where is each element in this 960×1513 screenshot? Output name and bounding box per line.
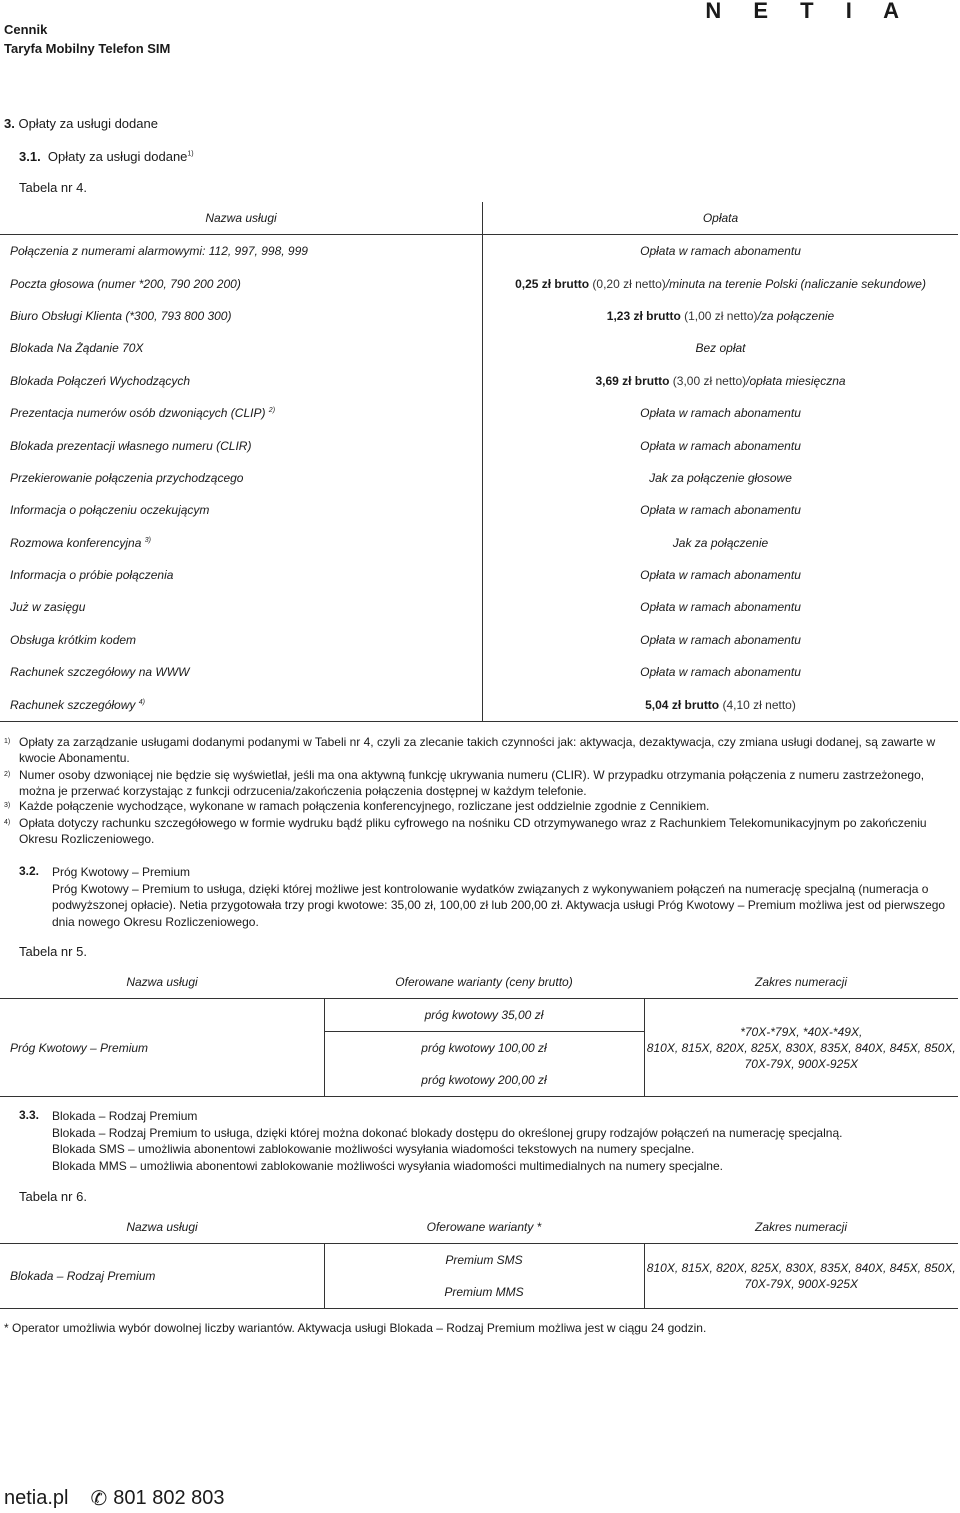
section-3-3-block: [52, 1108, 952, 1174]
service-name-cell: [0, 527, 483, 559]
fee-gross: 1,23 zł brutto: [606, 308, 681, 323]
service-fee-cell: [483, 300, 959, 332]
table-row: [0, 688, 958, 721]
table-5-header-row: [0, 966, 958, 999]
service-footnote-ref: 3): [144, 536, 151, 544]
fee-unit: /za połączenie: [757, 308, 835, 323]
table-6-service: Blokada – Rodzaj Premium: [0, 1244, 324, 1309]
fee-text: Opłata w ramach abonamentu: [640, 438, 801, 453]
service-name-cell: [0, 300, 483, 332]
table-6-header-variants: Oferowane warianty *: [324, 1211, 644, 1244]
footnote-2: [4, 767, 939, 799]
service-name-cell: [0, 267, 483, 299]
table-6-caption: Tabela nr 6.: [19, 1189, 87, 1204]
service-name: Rachunek szczegółowy na WWW: [10, 665, 190, 680]
table-row: [0, 235, 958, 268]
table-5-range-line-3: 70X-79X, 900X-925X: [744, 1056, 858, 1071]
section-3-2-block: [52, 864, 952, 930]
table-6: [0, 1211, 958, 1309]
section-3-2-number: 3.2.: [19, 864, 40, 878]
footnote-1-text: Opłaty za zarządzanie usługami dodanymi podanymi w Tabeli nr 4, czyli za zlecanie takich czynności jak: aktywacja, dezaktywacja, czy zmiana usługi dodanej, są zawarte w kwocie Abonamentu.: [19, 735, 936, 765]
service-name-cell: [0, 332, 483, 364]
fee-unit: /minuta na terenie Polski (naliczanie sekundowe): [665, 276, 926, 291]
table-row: [0, 494, 958, 526]
table-row: [0, 624, 958, 656]
table-4-body: [0, 235, 958, 722]
footer: [4, 1486, 225, 1511]
service-name: Już w zasięgu: [10, 600, 86, 615]
service-name: Rozmowa konferencyjna: [10, 535, 142, 550]
section-3-number: 3.: [4, 116, 15, 131]
footnote-1: [4, 734, 939, 766]
service-name: Połączenia z numerami alarmowymi: 112, 997, 998, 999: [10, 244, 308, 259]
footnote-4-number: 4): [4, 819, 11, 826]
table-5-variant-3: próg kwotowy 200,00 zł: [324, 1064, 644, 1097]
service-name-cell: [0, 235, 483, 268]
fee-text: Bez opłat: [695, 341, 746, 356]
table-6-header-row: [0, 1211, 958, 1244]
fee-net: (4,10 zł netto): [719, 697, 796, 712]
table-row: [0, 656, 958, 688]
table-row: [0, 591, 958, 623]
fee-net: (0,20 zł netto): [589, 276, 666, 291]
table-6-range: [644, 1244, 958, 1309]
table-row: [0, 429, 958, 461]
table-5-header-variants: Oferowane warianty (ceny brutto): [324, 966, 644, 999]
fee-gross: 3,69 zł brutto: [595, 373, 670, 388]
website-link[interactable]: netia.pl: [4, 1487, 69, 1509]
service-name-cell: [0, 462, 483, 494]
service-fee-cell: [483, 559, 959, 591]
table-5-range-line-2: 810X, 815X, 820X, 825X, 830X, 835X, 840X, 845X, 850X,: [646, 1040, 956, 1055]
phone-icon: ✆: [90, 1488, 108, 1510]
service-name: Przekierowanie połączenia przychodzącego: [10, 470, 244, 485]
table-row: [0, 397, 958, 429]
footnote-2-text: Numer osoby dzwoniącej nie będzie się wyświetlał, jeśli ma ona aktywną funkcję ukrywania numeru (CLIR). W przypadku otrzymania połączenia z numeru zastrzeżonego, można je przerwać korzystając z funkcji odrzucenia/zakończenia połączenia dostępnej w każdym telefonie.: [19, 768, 925, 798]
service-name-cell: [0, 559, 483, 591]
service-fee-cell: [483, 688, 959, 721]
fee-net: (3,00 zł netto): [669, 373, 747, 388]
table-5: [0, 966, 958, 1097]
service-name-cell: [0, 624, 483, 656]
section-3-2-text: Próg Kwotowy – Premium to usługa, dzięki której możliwe jest kontrolowanie wydatków związanych z wykonywaniem połączeń na numerację specjalną (numeracja o podwyższonej opłacie). Netia przygotowała trzy progi kwotowe: 35,00 zł, 100,00 zł lub 200,00 zł. Aktywacja usługi Próg Kwotowy – Premium możliwa jest od pierwszego dnia nowego Okresu Rozliczeniowego.: [52, 881, 946, 929]
table-5-header-name: Nazwa usługi: [0, 966, 324, 999]
fee-unit: /opłata miesięczna: [746, 373, 846, 388]
service-name: Prezentacja numerów osób dzwoniących (CLIP): [10, 406, 266, 421]
service-name: Biuro Obsługi Klienta (*300, 793 800 300): [10, 308, 232, 323]
title-line-1: Cennik: [4, 22, 48, 37]
service-name-cell: [0, 656, 483, 688]
section-3-2-title: Próg Kwotowy – Premium: [52, 865, 191, 879]
service-name-cell: [0, 688, 483, 721]
netia-logo: N E T I A: [705, 0, 912, 23]
table-row: [0, 365, 958, 397]
service-name-cell: [0, 494, 483, 526]
fee-gross: 0,25 zł brutto: [515, 276, 590, 291]
table-row: [0, 267, 958, 299]
table-5-variant-2: próg kwotowy 100,00 zł: [324, 1032, 644, 1065]
fee-text: Jak za połączenie głosowe: [649, 470, 792, 485]
fee-text: Opłata w ramach abonamentu: [640, 632, 801, 647]
service-name: Poczta głosowa (numer *200, 790 200 200): [10, 276, 241, 291]
table-6-range-line-1: 810X, 815X, 820X, 825X, 830X, 835X, 840X, 845X, 850X,: [646, 1261, 956, 1275]
table-6-variant-1: Premium SMS: [324, 1244, 644, 1277]
service-fee-cell: [483, 365, 959, 397]
table-row: [0, 1244, 958, 1277]
footnote-1-number: 1): [4, 738, 11, 745]
table-6-header-range: Zakres numeracji: [644, 1211, 958, 1244]
fee-text: Opłata w ramach abonamentu: [640, 568, 801, 583]
service-fee-cell: [483, 591, 959, 623]
table-row: [0, 527, 958, 559]
title-line-2: Taryfa Mobilny Telefon SIM: [4, 41, 171, 56]
table-4-header-row: [0, 202, 958, 235]
table-6-header-name: Nazwa usługi: [0, 1211, 324, 1244]
table-row: [0, 332, 958, 364]
service-name-cell: [0, 365, 483, 397]
service-fee-cell: [483, 494, 959, 526]
table-5-header-range: Zakres numeracji: [644, 966, 958, 999]
phone-number[interactable]: 801 802 803: [113, 1487, 225, 1509]
service-name: Blokada Na Żądanie 70X: [10, 341, 144, 356]
footnote-4-text: Opłata dotyczy rachunku szczegółowego w formie wydruku bądź pliku cyfrowego na nośniku CD otrzymywanego wraz z Rachunkiem Telekomunikacyjnym po zakończeniu Okresu Rozliczeniowego.: [19, 816, 927, 846]
table-6-variant-2: Premium MMS: [324, 1276, 644, 1309]
table-5-range-line-1: *70X-*79X, *40X-*49X,: [740, 1024, 863, 1039]
section-3-1-heading: [19, 149, 194, 164]
section-3-3-title: Blokada – Rodzaj Premium: [52, 1109, 198, 1123]
footnote-3-text: Każde połączenie wychodzące, wykonane w ramach połączenia konferencyjnego, rozliczane jest oddzielnie zgodnie z Cennikiem.: [19, 799, 710, 813]
service-name-cell: [0, 397, 483, 429]
fee-text: Opłata w ramach abonamentu: [640, 503, 801, 518]
fee-text: Jak za połączenie: [672, 535, 769, 550]
section-3-1-sup: 1): [187, 150, 194, 158]
fee-text: Opłata w ramach abonamentu: [640, 406, 801, 421]
service-fee-cell: [483, 656, 959, 688]
table-row: [0, 999, 958, 1032]
section-3-3-line-2: Blokada SMS – umożliwia abonentowi zablokowanie możliwości wysyłania wiadomości tekstowych na numery specjalne.: [52, 1142, 695, 1156]
service-name: Blokada Połączeń Wychodzących: [10, 373, 191, 388]
table-5-caption: Tabela nr 5.: [19, 944, 87, 959]
service-fee-cell: [483, 235, 959, 268]
service-footnote-ref: 2): [268, 407, 276, 415]
section-3-3-number: 3.3.: [19, 1108, 40, 1122]
fee-gross: 5,04 zł brutto: [645, 697, 720, 712]
service-fee-cell: [483, 429, 959, 461]
fee-text: Opłata w ramach abonamentu: [640, 665, 801, 680]
section-3-title: Opłaty za usługi dodane: [18, 116, 158, 131]
footnote-3: [4, 798, 939, 814]
document-title: [4, 20, 170, 58]
table-row: [0, 462, 958, 494]
service-footnote-ref: 4): [138, 698, 145, 706]
section-3-1-number: 3.1.: [19, 149, 41, 164]
service-name: Informacja o połączeniu oczekującym: [10, 503, 210, 518]
service-name: Rachunek szczegółowy: [10, 697, 136, 712]
service-name: Blokada prezentacji własnego numeru (CLIR): [10, 438, 252, 453]
operator-note: * Operator umożliwia wybór dowolnej liczby wariantów. Aktywacja usługi Blokada – Rodzaj Premium możliwa jest w ciągu 24 godzin.: [4, 1321, 707, 1335]
table-4-header-fee: Opłata: [702, 211, 739, 225]
fee-net: (1,00 zł netto): [680, 308, 758, 323]
footnote-4: [4, 815, 939, 847]
service-fee-cell: [483, 267, 959, 299]
table-4-header-name: Nazwa usługi: [0, 202, 483, 235]
service-fee-cell: [483, 527, 959, 559]
section-3-3-line-3: Blokada MMS – umożliwia abonentowi zablokowanie możliwości wysyłania wiadomości multimedialnych na numery specjalne.: [52, 1158, 723, 1173]
section-3-3-line-1: Blokada – Rodzaj Premium to usługa, dzięki której można dokonać blokady dostępu do określonej grupy rodzajów połączeń na numerację specjalną.: [52, 1125, 843, 1140]
service-fee-cell: [483, 332, 959, 364]
service-fee-cell: [483, 624, 959, 656]
service-name: Informacja o próbie połączenia: [10, 568, 174, 583]
service-fee-cell: [483, 462, 959, 494]
service-name-cell: [0, 591, 483, 623]
table-row: [0, 300, 958, 332]
table-6-range-line-2: 70X-79X, 900X-925X: [744, 1277, 858, 1291]
fee-text: Opłata w ramach abonamentu: [640, 244, 801, 259]
table-4: [0, 202, 958, 722]
footnote-3-number: 3): [4, 802, 11, 809]
service-name: Obsługa krótkim kodem: [10, 632, 137, 647]
service-fee-cell: [483, 397, 959, 429]
service-name-cell: [0, 429, 483, 461]
section-3-1-title: Opłaty za usługi dodane: [47, 149, 188, 164]
table-4-caption: Tabela nr 4.: [19, 180, 87, 195]
table-5-variant-1: próg kwotowy 35,00 zł: [324, 999, 644, 1032]
table-row: [0, 559, 958, 591]
fee-text: Opłata w ramach abonamentu: [640, 600, 801, 615]
table-5-range: [644, 999, 958, 1097]
section-3-heading: [4, 116, 158, 131]
footnote-2-number: 2): [4, 771, 11, 778]
table-5-service: Próg Kwotowy – Premium: [0, 999, 324, 1097]
